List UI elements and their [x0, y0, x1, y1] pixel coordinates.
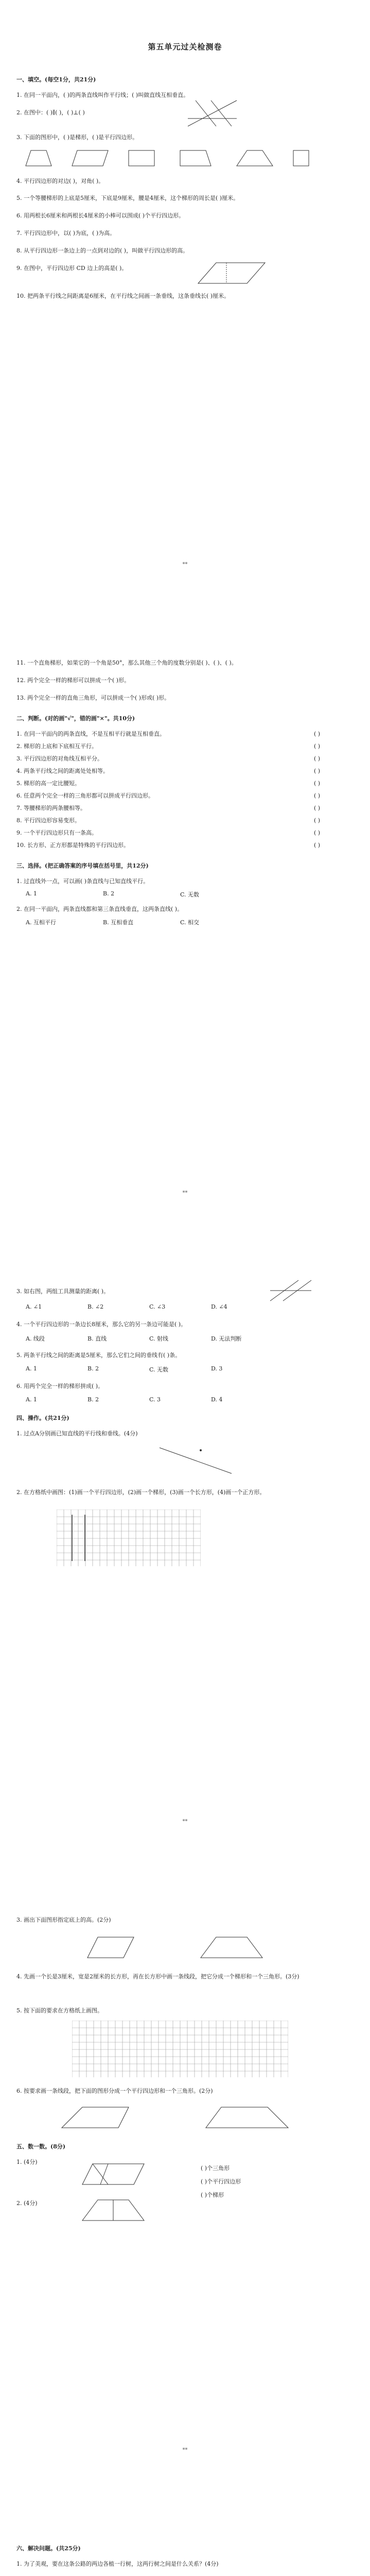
choice-4-option-b[interactable]: B. 直线 [87, 1335, 107, 1342]
question-8: 8. 从平行四边形一条边上的一点到对边的( )，叫做平行四边形的高。 [16, 247, 189, 254]
judge-3-paren[interactable]: ( ) [314, 755, 321, 762]
page-3 [0, 1257, 370, 1886]
judge-8: 8. 平行四边形容易变形。 [16, 817, 80, 824]
judge-5: 5. 梯形的高一定比腰短。 [16, 780, 80, 787]
judge-6-paren[interactable]: ( ) [314, 792, 321, 799]
question-4: 4. 平行四边形的对边( )，对角( )。 [16, 178, 104, 184]
judge-10-paren[interactable]: ( ) [314, 842, 321, 849]
choice-1-option-a[interactable]: A. 1 [26, 890, 37, 897]
count-answer-trapezoids[interactable]: ( )个梯形 [201, 2192, 224, 2198]
choice-5-option-b[interactable]: B. 2 [87, 1365, 99, 1372]
choice-6-option-d[interactable]: D. 4 [211, 1396, 223, 1403]
judge-9: 9. 一个平行四边形只有一条高。 [16, 829, 97, 836]
operation-4: 4. 先画一个长是3厘米，宽是2厘米的长方形，再在长方形中画一条线段，把它分成一个梯形和一个三角形。(3分) [16, 1973, 299, 1980]
judge-7: 7. 等腰梯形的两条腰相等。 [16, 805, 86, 811]
choice-4: 4. 一个平行四边形的一条边长8厘米，那么它的另一条边可能是( )。 [16, 1321, 187, 1328]
judge-1: 1. 在同一平面内的两条直线，不是互相平行就是互相垂直。 [16, 731, 165, 737]
section-3-heading: 三、选择。(把正确答案的序号填在括号里，共12分) [16, 862, 149, 869]
intersecting-lines-figure [185, 98, 242, 129]
choice-2-option-b[interactable]: B. 互相垂直 [103, 919, 134, 926]
choice-3-option-d[interactable]: D. ∠4 [211, 1303, 227, 1310]
judge-5-paren[interactable]: ( ) [314, 780, 321, 787]
choice-6-option-b[interactable]: B. 2 [87, 1396, 99, 1403]
parallelogram-figure [196, 260, 268, 286]
choice-5-option-c[interactable]: C. 无数 [149, 1366, 169, 1373]
count-1: 1. (4分) [16, 2159, 38, 2165]
question-9: 9. 在图中，平行四边形 CD 边上的高是( )。 [16, 265, 128, 272]
page-2 [0, 629, 370, 1257]
count-answer-triangles[interactable]: ( )个三角形 [201, 2165, 230, 2172]
question-5: 5. 一个等腰梯形的上底是5厘米，下底是9厘米，腰是4厘米，这个梯形的周长是( )厘米。 [16, 195, 239, 201]
operation-1: 1. 过点A分别画已知直线的平行线和垂线。(4分) [16, 1430, 138, 1437]
count-2: 2. (4分) [16, 2200, 38, 2207]
choice-3: 3. 如右图，两组工具测量的距离( )。 [16, 1288, 110, 1295]
count-figure-1 [77, 2159, 149, 2190]
choice-6-option-c[interactable]: C. 3 [149, 1396, 161, 1403]
judge-7-paren[interactable]: ( ) [314, 805, 321, 811]
choice-2-option-a[interactable]: A. 互相平行 [26, 919, 56, 926]
choice-2: 2. 在同一平面内，两条直线都和第三条直线垂直，这两条直线( )。 [16, 906, 183, 912]
parallelogram-trapezoid-figure [77, 1932, 283, 1963]
choice-1-option-c[interactable]: C. 无数 [180, 891, 200, 898]
shapes-figure [21, 145, 329, 171]
choice-5-option-a[interactable]: A. 1 [26, 1365, 37, 1372]
road-figure [247, 2571, 319, 2576]
split-shapes-figure [51, 2102, 298, 2133]
choice-4-option-d[interactable]: D. 无法判断 [211, 1335, 242, 1342]
judge-2-paren[interactable]: ( ) [314, 743, 321, 750]
page-marker: ** [182, 1819, 188, 1824]
count-answer-parallelograms[interactable]: ( )个平行四边形 [201, 2178, 241, 2185]
question-12: 12. 两个完全一样的梯形可以拼成一个( )形。 [16, 677, 130, 684]
question-3: 3. 下面的图形中，( )是梯形，( )是平行四边形。 [16, 134, 138, 141]
operation-6: 6. 按要求画一条线段，把下面的图形分成一个平行四边形和一个三角形。(2分) [16, 2088, 213, 2094]
choice-2-option-c[interactable]: C. 相交 [180, 919, 200, 926]
angles-figure [268, 1278, 314, 1303]
question-6: 6. 用两根长6厘米和两根长4厘米的小棒可以围成( )个平行四边形。 [16, 212, 185, 219]
judge-4-paren[interactable]: ( ) [314, 768, 321, 774]
choice-1-option-b[interactable]: B. 2 [103, 890, 115, 897]
choice-4-option-a[interactable]: A. 线段 [26, 1335, 45, 1342]
choice-4-option-c[interactable]: C. 射线 [149, 1335, 169, 1342]
page-marker: ** [182, 562, 188, 567]
operation-5: 5. 按下面的要求在方格纸上画图。 [16, 2007, 103, 2014]
judge-2: 2. 梯形的上底和下底相互平行。 [16, 743, 97, 750]
choice-1: 1. 过直线外一点，可以画( )条直线与已知直线平行。 [16, 878, 149, 885]
section-1-heading: 一、填空。(每空1分，共21分) [16, 76, 96, 83]
question-7: 7. 平行四边形中，以( )为底，( )为高。 [16, 230, 116, 236]
page-4 [0, 1886, 370, 2514]
judge-9-paren[interactable]: ( ) [314, 829, 321, 836]
judge-3: 3. 平行四边形的对角线互相平分。 [16, 755, 103, 762]
choice-3-option-b[interactable]: B. ∠2 [87, 1303, 104, 1310]
page-marker: ** [182, 1190, 188, 1196]
question-2: 2. 在图中：( )∥( )，( )⊥( ) [16, 109, 85, 116]
grid-paper-2 [72, 2021, 288, 2077]
section-6-heading: 六、解决问题。(共25分) [16, 2545, 81, 2552]
question-1: 1. 在同一平面内，( )的两条直线叫作平行线；( )叫做直线互相垂直。 [16, 92, 189, 98]
judge-4: 4. 两条平行线之间的距离处处相等。 [16, 768, 109, 774]
operation-3: 3. 画出下面图形指定底上的高。(2分) [16, 1917, 111, 1923]
question-11: 11. 一个直角梯形，如果它的一个角是50°，那么其他三个角的度数分别是( )、( )、( )。 [16, 659, 237, 666]
section-4-heading: 四、操作。(共21分) [16, 1415, 69, 1421]
page-marker: ** [182, 2447, 188, 2453]
operation-2: 2. 在方格纸中画图：(1)画一个平行四边形，(2)画一个梯形，(3)画一个长方形，(4)画一个正方形。 [16, 1489, 266, 1496]
choice-6: 6. 用两个完全一样的梯形拼成( )。 [16, 1383, 104, 1389]
choice-3-option-c[interactable]: C. ∠3 [149, 1303, 166, 1310]
count-figure-2 [77, 2195, 149, 2226]
line-and-point-figure [154, 1443, 237, 1479]
choice-3-option-a[interactable]: A. ∠1 [26, 1303, 42, 1310]
solve-1: 1. 为了美观，要在这条公路的两边各植一行树，这两行树之间是什么关系？(4分) [16, 2561, 219, 2567]
page-title: 第五单元过关检测卷 [148, 42, 222, 52]
choice-6-option-a[interactable]: A. 1 [26, 1396, 37, 1403]
choice-5: 5. 两条平行线之间的距离是5厘米，那么它们之间的垂线有( )条。 [16, 1352, 181, 1359]
judge-10: 10. 长方形、正方形都是特殊的平行四边形。 [16, 842, 129, 849]
judge-6: 6. 任意两个完全一样的三角形都可以拼成平行四边形。 [16, 792, 154, 799]
question-13: 13. 两个完全一样的直角三角形，可以拼成一个( )形或( )形。 [16, 694, 170, 701]
choice-5-option-d[interactable]: D. 3 [211, 1365, 223, 1372]
page-1 [0, 0, 370, 629]
section-2-heading: 二、判断。(对的画"√"，错的画"×"。共10分) [16, 715, 135, 722]
question-10: 10. 把两条平行线之间距离是6厘米，在平行线之间画一条垂线，这条垂线长( )厘米。 [16, 293, 230, 299]
grid-paper [57, 1510, 201, 1566]
judge-1-paren[interactable]: ( ) [314, 731, 321, 737]
section-5-heading: 五、数一数。(8分) [16, 2143, 66, 2150]
page-5 [0, 2514, 370, 2576]
judge-8-paren[interactable]: ( ) [314, 817, 321, 824]
